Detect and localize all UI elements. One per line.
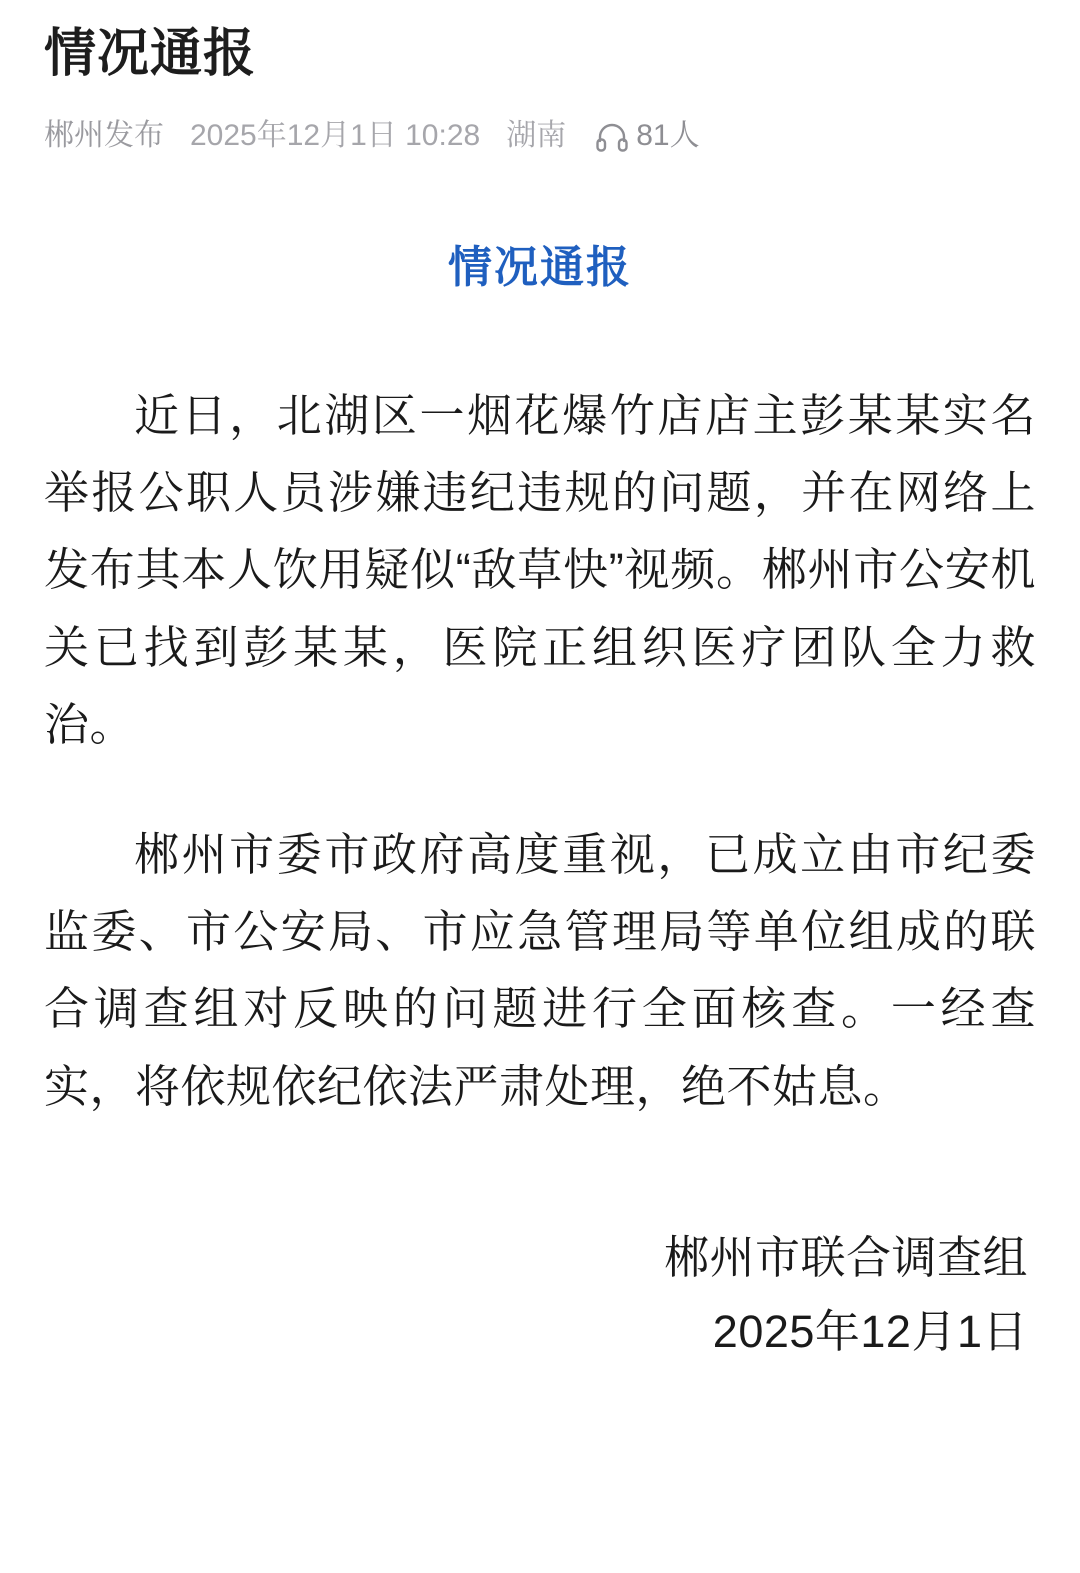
listen-count: 81人	[636, 119, 700, 152]
document-paragraph: 近日，北湖区一烟花爆竹店店主彭某某实名举报公职人员涉嫌违纪违规的问题，并在网络上发布其本人饮用疑似“敌草快”视频。郴州市公安机关已找到彭某某，医院正组织医疗团队全力救治。	[44, 389, 1036, 751]
document-signature	[44, 1221, 1036, 1370]
listen-button[interactable]	[596, 121, 699, 151]
meta-source[interactable]: 郴州发布	[44, 119, 164, 152]
article-meta	[44, 121, 1036, 151]
signature-date: 2025年12月1日	[712, 1306, 1028, 1358]
page-title: 情况通报	[44, 25, 257, 83]
document-heading: 情况通报	[448, 243, 632, 292]
meta-datetime: 2025年12月1日 10:28	[190, 119, 481, 152]
article-body	[0, 237, 1080, 1370]
meta-location: 湖南	[506, 119, 567, 152]
document-paragraph: 郴州市委市政府高度重视，已成立由市纪委监委、市公安局、市应急管理局等单位组成的联合调查组对反映的问题进行全面核查。一经查实，将依规依纪依法严肃处理，绝不姑息。	[44, 828, 1036, 1112]
signature-org: 郴州市联合调查组	[663, 1232, 1028, 1284]
article-header	[0, 0, 1080, 151]
headphone-icon	[596, 122, 628, 152]
